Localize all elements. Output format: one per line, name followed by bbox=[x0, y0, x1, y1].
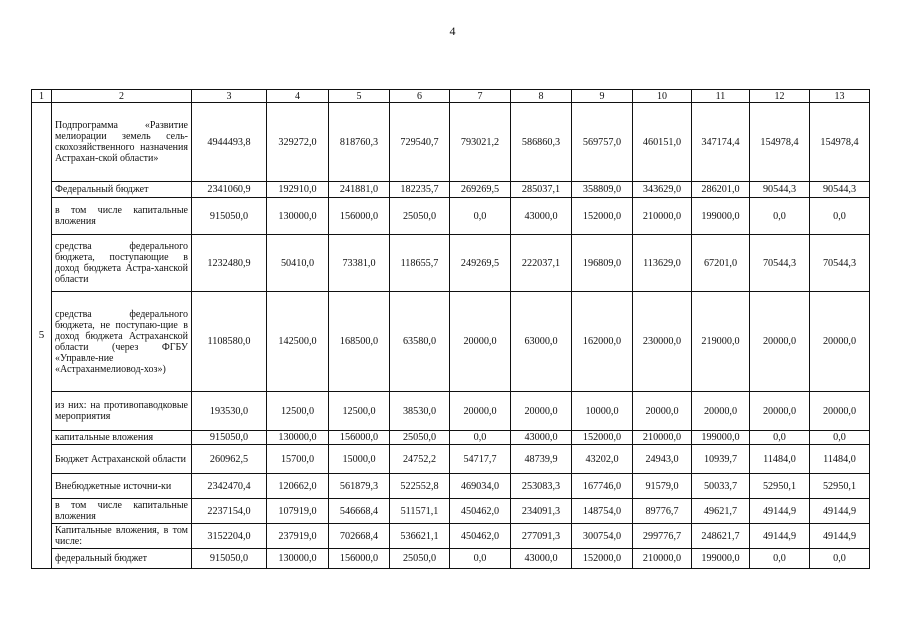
value-cell: 460151,0 bbox=[633, 103, 692, 182]
value-cell: 162000,0 bbox=[572, 292, 633, 392]
value-cell: 0,0 bbox=[450, 549, 511, 569]
column-header: 10 bbox=[633, 90, 692, 103]
value-cell: 20000,0 bbox=[810, 392, 870, 431]
column-header: 9 bbox=[572, 90, 633, 103]
row-label: капитальные вложения bbox=[52, 431, 192, 445]
column-header: 8 bbox=[511, 90, 572, 103]
value-cell: 152000,0 bbox=[572, 431, 633, 445]
column-header: 2 bbox=[52, 90, 192, 103]
value-cell: 277091,3 bbox=[511, 524, 572, 549]
value-cell: 12500,0 bbox=[267, 392, 329, 431]
column-header: 4 bbox=[267, 90, 329, 103]
value-cell: 107919,0 bbox=[267, 499, 329, 524]
table-row bbox=[32, 292, 870, 392]
value-cell: 54717,7 bbox=[450, 445, 511, 474]
column-header: 12 bbox=[750, 90, 810, 103]
value-cell: 43000,0 bbox=[511, 198, 572, 235]
value-cell: 2341060,9 bbox=[192, 182, 267, 198]
row-label: Внебюджетные источни-ки bbox=[52, 474, 192, 499]
value-cell: 154978,4 bbox=[750, 103, 810, 182]
value-cell: 193530,0 bbox=[192, 392, 267, 431]
column-header: 6 bbox=[390, 90, 450, 103]
value-cell: 729540,7 bbox=[390, 103, 450, 182]
value-cell: 70544,3 bbox=[810, 235, 870, 292]
value-cell: 586860,3 bbox=[511, 103, 572, 182]
value-cell: 120662,0 bbox=[267, 474, 329, 499]
value-cell: 20000,0 bbox=[750, 392, 810, 431]
value-cell: 25050,0 bbox=[390, 198, 450, 235]
value-cell: 2237154,0 bbox=[192, 499, 267, 524]
table-row bbox=[32, 182, 870, 198]
value-cell: 49144,9 bbox=[810, 524, 870, 549]
value-cell: 253083,3 bbox=[511, 474, 572, 499]
column-header: 13 bbox=[810, 90, 870, 103]
value-cell: 546668,4 bbox=[329, 499, 390, 524]
value-cell: 48739,9 bbox=[511, 445, 572, 474]
value-cell: 0,0 bbox=[450, 198, 511, 235]
value-cell: 38530,0 bbox=[390, 392, 450, 431]
value-cell: 148754,0 bbox=[572, 499, 633, 524]
value-cell: 3152204,0 bbox=[192, 524, 267, 549]
value-cell: 0,0 bbox=[810, 431, 870, 445]
value-cell: 358809,0 bbox=[572, 182, 633, 198]
row-label: из них: на противопаводковые мероприятия bbox=[52, 392, 192, 431]
value-cell: 156000,0 bbox=[329, 198, 390, 235]
budget-table bbox=[31, 89, 870, 569]
value-cell: 199000,0 bbox=[692, 198, 750, 235]
value-cell: 10000,0 bbox=[572, 392, 633, 431]
value-cell: 167746,0 bbox=[572, 474, 633, 499]
value-cell: 915050,0 bbox=[192, 431, 267, 445]
row-label: Бюджет Астраханской области bbox=[52, 445, 192, 474]
value-cell: 20000,0 bbox=[450, 392, 511, 431]
value-cell: 50033,7 bbox=[692, 474, 750, 499]
table-row bbox=[32, 499, 870, 524]
value-cell: 249269,5 bbox=[450, 235, 511, 292]
value-cell: 90544,3 bbox=[810, 182, 870, 198]
value-cell: 20000,0 bbox=[450, 292, 511, 392]
value-cell: 192910,0 bbox=[267, 182, 329, 198]
row-label: в том числе капитальные вложения bbox=[52, 499, 192, 524]
value-cell: 156000,0 bbox=[329, 549, 390, 569]
value-cell: 142500,0 bbox=[267, 292, 329, 392]
value-cell: 793021,2 bbox=[450, 103, 511, 182]
table-row bbox=[32, 524, 870, 549]
value-cell: 569757,0 bbox=[572, 103, 633, 182]
value-cell: 154978,4 bbox=[810, 103, 870, 182]
value-cell: 469034,0 bbox=[450, 474, 511, 499]
value-cell: 522552,8 bbox=[390, 474, 450, 499]
value-cell: 347174,4 bbox=[692, 103, 750, 182]
value-cell: 300754,0 bbox=[572, 524, 633, 549]
value-cell: 915050,0 bbox=[192, 549, 267, 569]
value-cell: 0,0 bbox=[750, 431, 810, 445]
row-label: Федеральный бюджет bbox=[52, 182, 192, 198]
value-cell: 4944493,8 bbox=[192, 103, 267, 182]
value-cell: 260962,5 bbox=[192, 445, 267, 474]
value-cell: 20000,0 bbox=[692, 392, 750, 431]
row-label: средства федерального бюджета, поступающие в доход бюджета Астра-ханской области bbox=[52, 235, 192, 292]
table-row bbox=[32, 445, 870, 474]
value-cell: 196809,0 bbox=[572, 235, 633, 292]
value-cell: 25050,0 bbox=[390, 549, 450, 569]
value-cell: 43202,0 bbox=[572, 445, 633, 474]
value-cell: 286201,0 bbox=[692, 182, 750, 198]
value-cell: 52950,1 bbox=[750, 474, 810, 499]
value-cell: 285037,1 bbox=[511, 182, 572, 198]
value-cell: 299776,7 bbox=[633, 524, 692, 549]
table-row bbox=[32, 235, 870, 292]
value-cell: 222037,1 bbox=[511, 235, 572, 292]
value-cell: 241881,0 bbox=[329, 182, 390, 198]
value-cell: 25050,0 bbox=[390, 431, 450, 445]
value-cell: 118655,7 bbox=[390, 235, 450, 292]
value-cell: 1232480,9 bbox=[192, 235, 267, 292]
value-cell: 168500,0 bbox=[329, 292, 390, 392]
value-cell: 50410,0 bbox=[267, 235, 329, 292]
value-cell: 702668,4 bbox=[329, 524, 390, 549]
value-cell: 49144,9 bbox=[750, 524, 810, 549]
value-cell: 113629,0 bbox=[633, 235, 692, 292]
table-row bbox=[32, 474, 870, 499]
row-label: в том числе капитальные вложения bbox=[52, 198, 192, 235]
value-cell: 234091,3 bbox=[511, 499, 572, 524]
table-row bbox=[32, 198, 870, 235]
value-cell: 818760,3 bbox=[329, 103, 390, 182]
value-cell: 269269,5 bbox=[450, 182, 511, 198]
value-cell: 49144,9 bbox=[810, 499, 870, 524]
value-cell: 24943,0 bbox=[633, 445, 692, 474]
value-cell: 237919,0 bbox=[267, 524, 329, 549]
value-cell: 152000,0 bbox=[572, 198, 633, 235]
value-cell: 20000,0 bbox=[511, 392, 572, 431]
row-label: Подпрограмма «Развитие мелиорации земель сель-скохозяйственного назначения Астрахан-ской области» bbox=[52, 103, 192, 182]
page-number: 4 bbox=[449, 24, 456, 38]
value-cell: 15000,0 bbox=[329, 445, 390, 474]
table-row bbox=[32, 549, 870, 569]
value-cell: 0,0 bbox=[750, 198, 810, 235]
value-cell: 915050,0 bbox=[192, 198, 267, 235]
row-label: Капитальные вложения, в том числе: bbox=[52, 524, 192, 549]
value-cell: 130000,0 bbox=[267, 549, 329, 569]
value-cell: 91579,0 bbox=[633, 474, 692, 499]
table-row bbox=[32, 431, 870, 445]
value-cell: 0,0 bbox=[750, 549, 810, 569]
value-cell: 11484,0 bbox=[810, 445, 870, 474]
value-cell: 130000,0 bbox=[267, 431, 329, 445]
value-cell: 450462,0 bbox=[450, 499, 511, 524]
value-cell: 24752,2 bbox=[390, 445, 450, 474]
value-cell: 10939,7 bbox=[692, 445, 750, 474]
value-cell: 561879,3 bbox=[329, 474, 390, 499]
value-cell: 43000,0 bbox=[511, 431, 572, 445]
table-row bbox=[32, 392, 870, 431]
value-cell: 52950,1 bbox=[810, 474, 870, 499]
value-cell: 210000,0 bbox=[633, 198, 692, 235]
value-cell: 219000,0 bbox=[692, 292, 750, 392]
header-row bbox=[32, 90, 870, 103]
value-cell: 210000,0 bbox=[633, 549, 692, 569]
value-cell: 248621,7 bbox=[692, 524, 750, 549]
value-cell: 90544,3 bbox=[750, 182, 810, 198]
column-header: 5 bbox=[329, 90, 390, 103]
value-cell: 43000,0 bbox=[511, 549, 572, 569]
column-header: 3 bbox=[192, 90, 267, 103]
value-cell: 2342470,4 bbox=[192, 474, 267, 499]
value-cell: 89776,7 bbox=[633, 499, 692, 524]
value-cell: 511571,1 bbox=[390, 499, 450, 524]
value-cell: 450462,0 bbox=[450, 524, 511, 549]
value-cell: 329272,0 bbox=[267, 103, 329, 182]
value-cell: 49621,7 bbox=[692, 499, 750, 524]
value-cell: 536621,1 bbox=[390, 524, 450, 549]
value-cell: 0,0 bbox=[810, 198, 870, 235]
value-cell: 15700,0 bbox=[267, 445, 329, 474]
value-cell: 0,0 bbox=[450, 431, 511, 445]
value-cell: 11484,0 bbox=[750, 445, 810, 474]
row-label: средства федерального бюджета, не поступаю-щие в доход бюджета Астраханской области (через ФГБУ «Управле-ние «Астраханмелиовод-хоз») bbox=[52, 292, 192, 392]
value-cell: 0,0 bbox=[810, 549, 870, 569]
value-cell: 73381,0 bbox=[329, 235, 390, 292]
value-cell: 343629,0 bbox=[633, 182, 692, 198]
value-cell: 67201,0 bbox=[692, 235, 750, 292]
value-cell: 130000,0 bbox=[267, 198, 329, 235]
value-cell: 230000,0 bbox=[633, 292, 692, 392]
value-cell: 210000,0 bbox=[633, 431, 692, 445]
value-cell: 199000,0 bbox=[692, 549, 750, 569]
value-cell: 70544,3 bbox=[750, 235, 810, 292]
row-group-index: 5 bbox=[32, 103, 52, 569]
value-cell: 182235,7 bbox=[390, 182, 450, 198]
value-cell: 1108580,0 bbox=[192, 292, 267, 392]
value-cell: 20000,0 bbox=[750, 292, 810, 392]
value-cell: 63580,0 bbox=[390, 292, 450, 392]
value-cell: 20000,0 bbox=[810, 292, 870, 392]
column-header: 1 bbox=[32, 90, 52, 103]
table-row bbox=[32, 103, 870, 182]
value-cell: 12500,0 bbox=[329, 392, 390, 431]
row-label: федеральный бюджет bbox=[52, 549, 192, 569]
value-cell: 63000,0 bbox=[511, 292, 572, 392]
value-cell: 199000,0 bbox=[692, 431, 750, 445]
value-cell: 156000,0 bbox=[329, 431, 390, 445]
column-header: 7 bbox=[450, 90, 511, 103]
value-cell: 20000,0 bbox=[633, 392, 692, 431]
value-cell: 152000,0 bbox=[572, 549, 633, 569]
value-cell: 49144,9 bbox=[750, 499, 810, 524]
column-header: 11 bbox=[692, 90, 750, 103]
